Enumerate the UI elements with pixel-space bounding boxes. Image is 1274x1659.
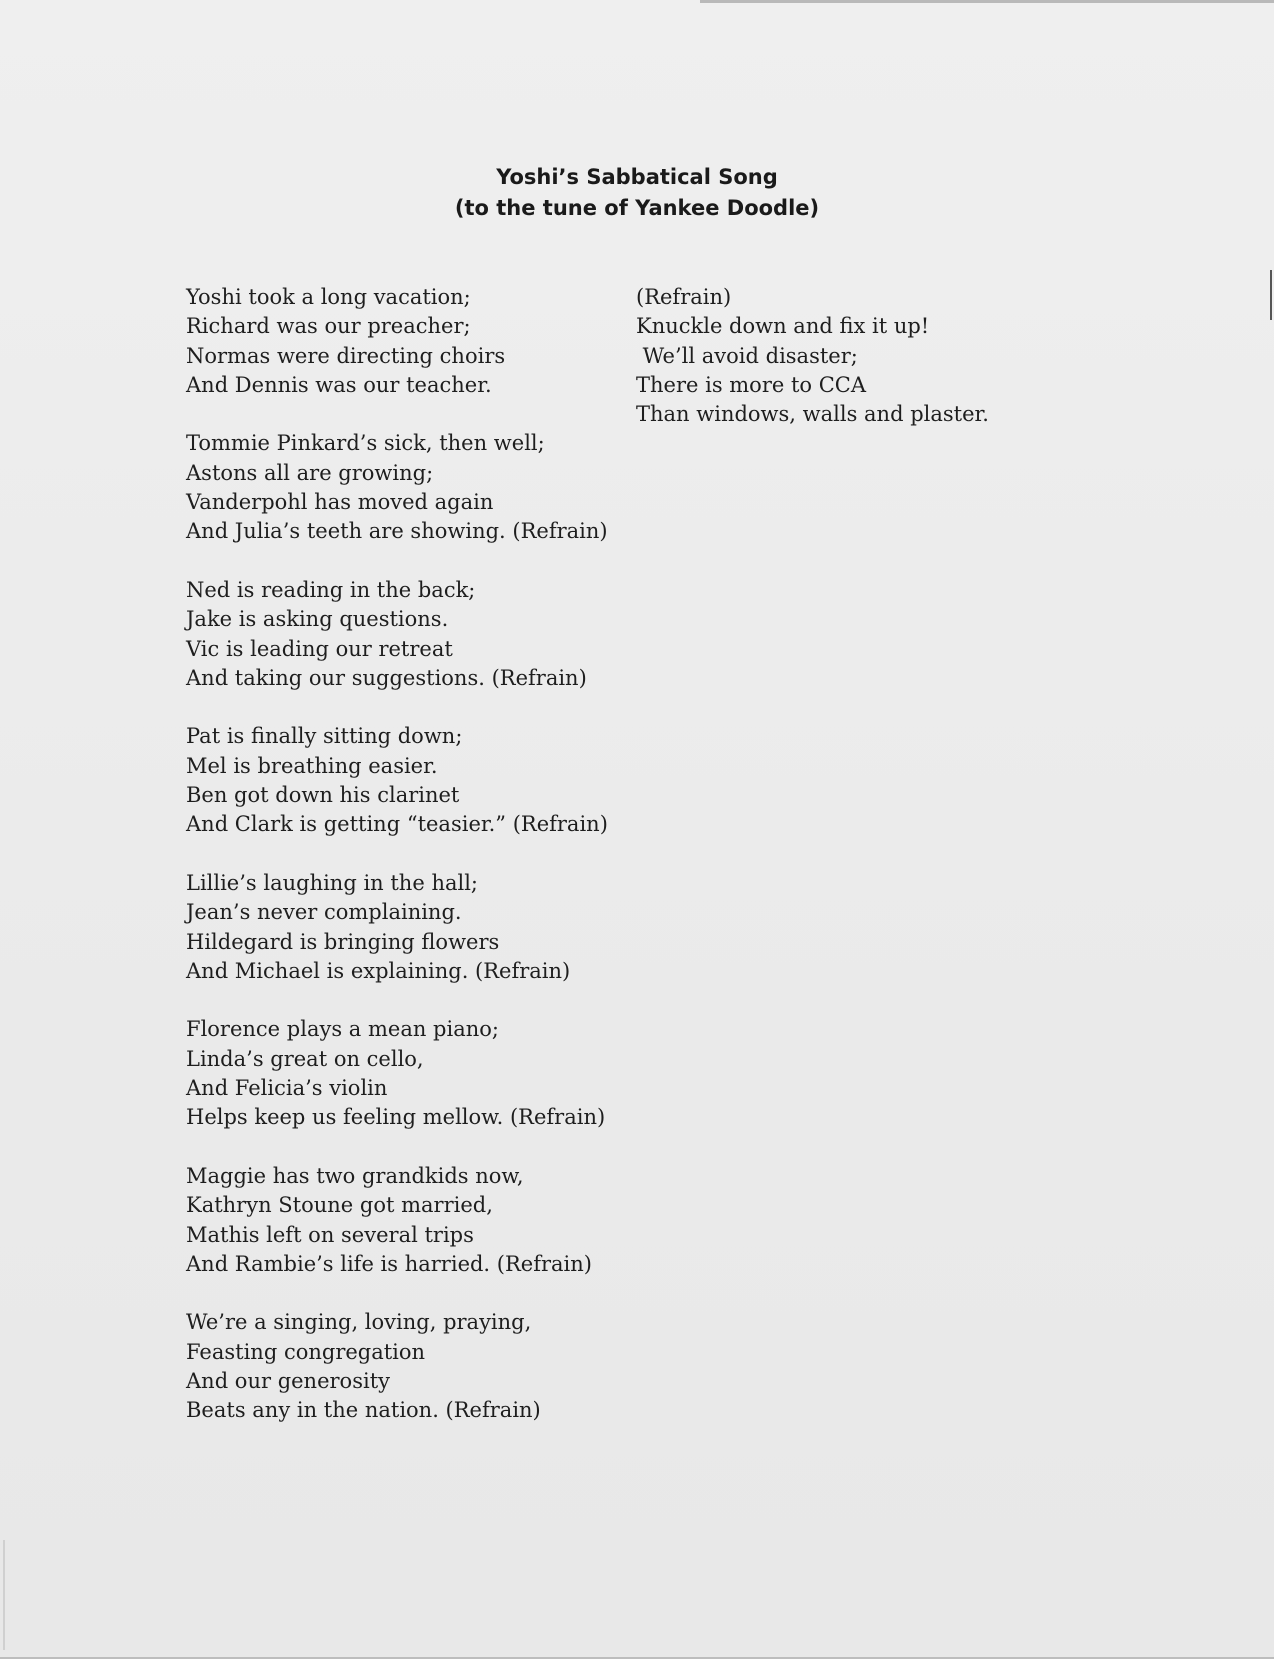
verse-3 xyxy=(186,576,608,693)
refrain-line: We’ll avoid disaster; xyxy=(636,343,858,368)
scan-edge-left xyxy=(3,1540,5,1650)
verse-line: Lillie’s laughing in the hall; xyxy=(186,870,478,895)
verse-line: Beats any in the nation. (Refrain) xyxy=(186,1398,541,1423)
verse-line: Vanderpohl has moved again xyxy=(186,490,494,515)
verse-line: And Rambie’s life is harried. (Refrain) xyxy=(186,1251,592,1276)
verse-line: Jean’s never complaining. xyxy=(186,900,462,925)
verse-line: Tommie Pinkard’s sick, then well; xyxy=(186,431,545,456)
verse-line: Ned is reading in the back; xyxy=(186,577,476,602)
verse-line: Pat is finally sitting down; xyxy=(186,724,463,749)
verses-column xyxy=(186,283,608,1455)
refrain-line: Knuckle down and fix it up! xyxy=(636,314,930,339)
verse-line: And Clark is getting “teasier.” (Refrain) xyxy=(186,812,608,837)
verse-line: And Dennis was our teacher. xyxy=(186,372,492,397)
song-subtitle: (to the tune of Yankee Doodle) xyxy=(454,196,820,220)
verse-line: And Felicia’s violin xyxy=(186,1076,388,1101)
refrain-line: There is more to CCA xyxy=(636,372,867,397)
verse-line: Jake is asking questions. xyxy=(186,607,449,632)
verse-8 xyxy=(186,1308,608,1425)
verse-line: Florence plays a mean piano; xyxy=(186,1017,499,1042)
song-title: Yoshi’s Sabbatical Song xyxy=(496,165,778,189)
verse-line: Helps keep us feeling mellow. (Refrain) xyxy=(186,1105,606,1130)
verse-line: Astons all are growing; xyxy=(186,460,434,485)
refrain-column xyxy=(636,283,989,429)
verse-line: And our generosity xyxy=(186,1368,390,1393)
verse-2 xyxy=(186,429,608,546)
verse-line: Hildegard is bringing flowers xyxy=(186,929,500,954)
verse-line: And taking our suggestions. (Refrain) xyxy=(186,665,587,690)
verse-4 xyxy=(186,722,608,839)
verse-line: Yoshi took a long vacation; xyxy=(186,285,471,309)
verse-line: Feasting congregation xyxy=(186,1339,426,1364)
scan-edge-top xyxy=(700,0,1274,3)
verse-5 xyxy=(186,869,608,986)
refrain-line: Than windows, walls and plaster. xyxy=(636,402,989,427)
verse-line: Ben got down his clarinet xyxy=(186,783,460,808)
verse-line: And Julia’s teeth are showing. (Refrain) xyxy=(186,519,608,544)
verse-6 xyxy=(186,1015,608,1132)
verse-line: And Michael is explaining. (Refrain) xyxy=(186,958,571,983)
scan-edge-right xyxy=(1270,270,1272,320)
refrain-label: (Refrain) xyxy=(636,285,732,309)
verse-line: Linda’s great on cello, xyxy=(186,1046,424,1071)
verse-line: Maggie has two grandkids now, xyxy=(186,1163,524,1188)
verse-line: Richard was our preacher; xyxy=(186,314,471,339)
verse-7 xyxy=(186,1162,608,1279)
verse-line: Mel is breathing easier. xyxy=(186,753,438,778)
verse-line: Kathryn Stoune got married, xyxy=(186,1193,493,1218)
title-block xyxy=(0,162,1274,224)
verse-line: Vic is leading our retreat xyxy=(186,636,453,661)
verse-line: We’re a singing, loving, praying, xyxy=(186,1310,532,1335)
verse-1 xyxy=(186,283,608,400)
verse-line: Mathis left on several trips xyxy=(186,1222,474,1247)
verse-line: Normas were directing choirs xyxy=(186,343,506,368)
